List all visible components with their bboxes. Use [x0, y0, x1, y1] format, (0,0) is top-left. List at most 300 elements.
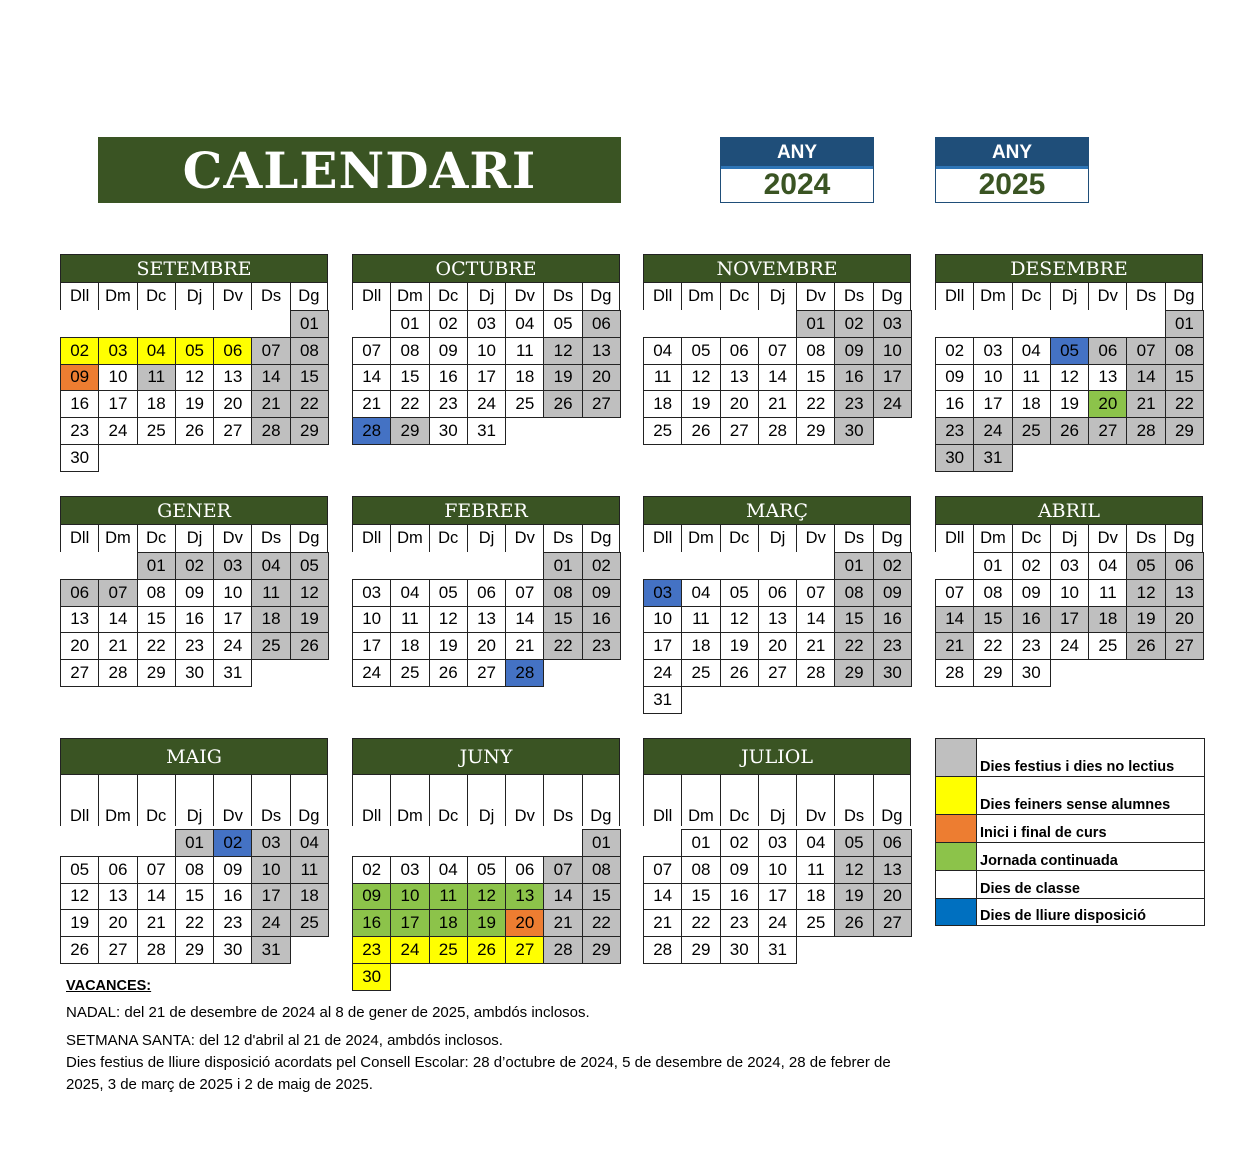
- day-cell: 15: [290, 364, 329, 392]
- day-cell: 14: [935, 606, 974, 634]
- day-cell: 13: [60, 606, 99, 634]
- empty-cell: [98, 829, 137, 857]
- day-cell: 07: [1126, 337, 1165, 365]
- day-cell: 23: [60, 417, 99, 445]
- notes-heading: VACANCES:: [66, 978, 152, 994]
- day-cell: 13: [758, 606, 797, 634]
- legend-swatch: [936, 899, 977, 925]
- day-cell: 24: [1050, 632, 1089, 660]
- day-cell: 23: [873, 632, 912, 660]
- weekday-label: Dj: [758, 525, 796, 552]
- day-cell: 17: [98, 390, 137, 418]
- day-cell: 03: [973, 337, 1012, 365]
- weekday-label: Dj: [467, 283, 505, 310]
- day-cell: 04: [1012, 337, 1051, 365]
- empty-cell: [251, 310, 290, 338]
- day-cell: 09: [1012, 579, 1051, 607]
- day-cell: 09: [352, 883, 391, 911]
- empty-cell: [796, 552, 835, 580]
- day-cell: 27: [720, 417, 759, 445]
- day-cell: 03: [251, 829, 290, 857]
- weekday-label: Dm: [681, 283, 719, 310]
- weekday-label: Dm: [681, 525, 719, 552]
- day-cell: 31: [213, 659, 252, 687]
- day-cell: 19: [429, 632, 468, 660]
- day-cell: 13: [98, 883, 137, 911]
- day-cell: 27: [758, 659, 797, 687]
- day-cell: 22: [137, 632, 176, 660]
- day-cell: 17: [643, 632, 682, 660]
- day-cell: 25: [390, 659, 429, 687]
- day-cell: 11: [1012, 364, 1051, 392]
- empty-cell: [352, 829, 391, 857]
- day-cell: 04: [290, 829, 329, 857]
- weekday-label: Dm: [98, 283, 136, 310]
- empty-cell: [137, 829, 176, 857]
- day-cell: 08: [582, 856, 621, 884]
- weekday-label: Dc: [137, 525, 175, 552]
- day-cell: 18: [290, 883, 329, 911]
- day-cell: 08: [175, 856, 214, 884]
- weekday-label: Ds: [834, 525, 872, 552]
- legend-swatch: [936, 871, 977, 898]
- vacation-notes: [66, 978, 916, 1096]
- day-cell: 10: [98, 364, 137, 392]
- day-cell: 04: [390, 579, 429, 607]
- day-cell: 06: [467, 579, 506, 607]
- day-cell: 17: [251, 883, 290, 911]
- day-cell: 02: [60, 337, 99, 365]
- day-cell: 07: [352, 337, 391, 365]
- day-grid: [643, 310, 911, 444]
- day-cell: 23: [352, 936, 391, 964]
- weekday-label: Dg: [582, 525, 620, 552]
- day-cell: 18: [137, 390, 176, 418]
- day-cell: 12: [543, 337, 582, 365]
- day-cell: 04: [251, 552, 290, 580]
- day-cell: 19: [175, 390, 214, 418]
- day-cell: 06: [1088, 337, 1127, 365]
- day-cell: 29: [973, 659, 1012, 687]
- day-cell: 08: [973, 579, 1012, 607]
- month-block: [352, 496, 620, 686]
- day-cell: 24: [873, 390, 912, 418]
- month-block: [643, 254, 911, 444]
- day-cell: 08: [290, 337, 329, 365]
- day-cell: 08: [796, 337, 835, 365]
- empty-cell: [720, 310, 759, 338]
- day-cell: 20: [467, 632, 506, 660]
- weekday-label: Dj: [1050, 525, 1088, 552]
- day-cell: 14: [98, 606, 137, 634]
- weekday-label: Dll: [60, 525, 98, 552]
- day-cell: 01: [973, 552, 1012, 580]
- day-cell: 30: [175, 659, 214, 687]
- legend-item: [936, 899, 1204, 925]
- day-cell: 01: [543, 552, 582, 580]
- day-cell: 06: [582, 310, 621, 338]
- day-cell: 07: [758, 337, 797, 365]
- day-cell: 28: [98, 659, 137, 687]
- weekday-label: Dc: [429, 525, 467, 552]
- day-cell: 31: [643, 686, 682, 714]
- day-cell: 25: [643, 417, 682, 445]
- day-cell: 19: [467, 909, 506, 937]
- day-cell: 02: [935, 337, 974, 365]
- empty-cell: [758, 552, 797, 580]
- day-cell: 15: [390, 364, 429, 392]
- day-cell: 06: [505, 856, 544, 884]
- day-cell: 05: [429, 579, 468, 607]
- day-cell: 20: [60, 632, 99, 660]
- weekday-label: Dc: [1012, 283, 1050, 310]
- day-cell: 13: [213, 364, 252, 392]
- day-cell: 10: [352, 606, 391, 634]
- day-cell: 28: [1126, 417, 1165, 445]
- day-cell: 02: [429, 310, 468, 338]
- month-name: DESEMBRE: [935, 254, 1203, 283]
- month-name: SETEMBRE: [60, 254, 328, 283]
- day-cell: 22: [1165, 390, 1204, 418]
- day-cell: 18: [1012, 390, 1051, 418]
- day-cell: 13: [467, 606, 506, 634]
- day-cell: 05: [543, 310, 582, 338]
- legend-swatch: [936, 739, 977, 776]
- weekday-label: Dll: [352, 525, 390, 552]
- day-cell: 26: [681, 417, 720, 445]
- day-cell: 24: [251, 909, 290, 937]
- empty-cell: [1126, 310, 1165, 338]
- day-cell: 25: [429, 936, 468, 964]
- day-cell: 06: [98, 856, 137, 884]
- empty-cell: [137, 310, 176, 338]
- day-cell: 10: [213, 579, 252, 607]
- day-cell: 22: [290, 390, 329, 418]
- day-cell: 30: [1012, 659, 1051, 687]
- day-cell: 10: [873, 337, 912, 365]
- day-cell: 11: [290, 856, 329, 884]
- month-name: GENER: [60, 496, 328, 525]
- legend-label: Dies feiners sense alumnes: [980, 797, 1171, 813]
- day-cell: 05: [834, 829, 873, 857]
- legend-item: [936, 777, 1204, 815]
- day-cell: 20: [505, 909, 544, 937]
- day-cell: 26: [543, 390, 582, 418]
- day-cell: 03: [213, 552, 252, 580]
- weekday-label: Dg: [1165, 525, 1203, 552]
- weekday-label: Dv: [213, 283, 251, 310]
- day-cell: 06: [873, 829, 912, 857]
- day-cell: 28: [758, 417, 797, 445]
- day-cell: 21: [137, 909, 176, 937]
- day-cell: 01: [834, 552, 873, 580]
- day-cell: 14: [543, 883, 582, 911]
- empty-cell: [935, 552, 974, 580]
- day-cell: 05: [681, 337, 720, 365]
- day-cell: 16: [429, 364, 468, 392]
- weekday-header: [60, 283, 328, 310]
- day-grid: [643, 829, 911, 963]
- day-cell: 16: [352, 909, 391, 937]
- weekday-label: Dll: [643, 775, 681, 826]
- weekday-label: Ds: [1126, 525, 1164, 552]
- year-value: 2024: [721, 166, 873, 200]
- day-cell: 29: [582, 936, 621, 964]
- day-cell: 01: [1165, 310, 1204, 338]
- weekday-label: Dv: [505, 283, 543, 310]
- month-block: [935, 496, 1203, 686]
- legend-label: Jornada continuada: [980, 853, 1118, 869]
- weekday-label: Dc: [429, 775, 467, 826]
- day-grid: [352, 552, 620, 686]
- weekday-label: Dll: [60, 283, 98, 310]
- day-cell: 17: [1050, 606, 1089, 634]
- day-cell: 07: [98, 579, 137, 607]
- day-cell: 06: [60, 579, 99, 607]
- day-cell: 29: [390, 417, 429, 445]
- weekday-label: Dv: [213, 775, 251, 826]
- day-cell: 23: [1012, 632, 1051, 660]
- weekday-label: Dj: [467, 775, 505, 826]
- weekday-label: Ds: [543, 283, 581, 310]
- day-cell: 23: [582, 632, 621, 660]
- day-cell: 30: [213, 936, 252, 964]
- weekday-label: Dg: [582, 775, 620, 826]
- empty-cell: [429, 552, 468, 580]
- day-cell: 21: [1126, 390, 1165, 418]
- day-cell: 25: [505, 390, 544, 418]
- weekday-header: [643, 775, 911, 829]
- day-cell: 24: [758, 909, 797, 937]
- day-cell: 26: [60, 936, 99, 964]
- day-grid: [935, 552, 1203, 686]
- day-cell: 03: [390, 856, 429, 884]
- empty-cell: [643, 552, 682, 580]
- day-cell: 30: [873, 659, 912, 687]
- day-cell: 28: [935, 659, 974, 687]
- day-cell: 13: [1165, 579, 1204, 607]
- day-cell: 03: [352, 579, 391, 607]
- weekday-label: Dv: [1088, 525, 1126, 552]
- day-cell: 02: [834, 310, 873, 338]
- day-cell: 09: [175, 579, 214, 607]
- day-cell: 22: [681, 909, 720, 937]
- weekday-label: Ds: [251, 525, 289, 552]
- day-cell: 10: [973, 364, 1012, 392]
- day-cell: 24: [643, 659, 682, 687]
- weekday-label: Dg: [290, 283, 328, 310]
- day-cell: 15: [834, 606, 873, 634]
- day-cell: 31: [467, 417, 506, 445]
- weekday-label: Dc: [429, 283, 467, 310]
- day-cell: 03: [758, 829, 797, 857]
- weekday-label: Dv: [505, 525, 543, 552]
- day-cell: 25: [796, 909, 835, 937]
- day-cell: 12: [429, 606, 468, 634]
- day-cell: 23: [935, 417, 974, 445]
- day-cell: 18: [251, 606, 290, 634]
- day-cell: 09: [873, 579, 912, 607]
- day-cell: 28: [505, 659, 544, 687]
- legend-swatch: [936, 777, 977, 814]
- weekday-label: Dj: [175, 283, 213, 310]
- day-cell: 20: [98, 909, 137, 937]
- day-cell: 23: [834, 390, 873, 418]
- weekday-header: [352, 283, 620, 310]
- weekday-label: Dm: [390, 525, 428, 552]
- day-cell: 07: [643, 856, 682, 884]
- weekday-label: Dg: [290, 775, 328, 826]
- day-cell: 02: [175, 552, 214, 580]
- empty-cell: [973, 310, 1012, 338]
- day-cell: 28: [796, 659, 835, 687]
- day-cell: 19: [834, 883, 873, 911]
- weekday-header: [935, 525, 1203, 552]
- day-cell: 24: [390, 936, 429, 964]
- day-cell: 15: [973, 606, 1012, 634]
- day-cell: 22: [582, 909, 621, 937]
- day-cell: 03: [643, 579, 682, 607]
- year-box-start: [720, 137, 874, 203]
- empty-cell: [681, 310, 720, 338]
- day-cell: 17: [213, 606, 252, 634]
- day-cell: 24: [973, 417, 1012, 445]
- day-cell: 20: [873, 883, 912, 911]
- day-cell: 27: [505, 936, 544, 964]
- day-cell: 02: [720, 829, 759, 857]
- year-value: 2025: [936, 166, 1088, 200]
- weekday-label: Ds: [251, 283, 289, 310]
- empty-cell: [175, 310, 214, 338]
- empty-cell: [98, 310, 137, 338]
- day-cell: 14: [796, 606, 835, 634]
- day-cell: 18: [1088, 606, 1127, 634]
- weekday-label: Dll: [60, 775, 98, 826]
- month-block: [60, 496, 328, 686]
- weekday-label: Dc: [720, 775, 758, 826]
- weekday-label: Ds: [834, 775, 872, 826]
- day-cell: 25: [1088, 632, 1127, 660]
- weekday-label: Ds: [251, 775, 289, 826]
- weekday-label: Dv: [1088, 283, 1126, 310]
- empty-cell: [681, 552, 720, 580]
- day-cell: 27: [582, 390, 621, 418]
- weekday-header: [643, 283, 911, 310]
- day-cell: 11: [796, 856, 835, 884]
- day-cell: 14: [251, 364, 290, 392]
- empty-cell: [213, 310, 252, 338]
- weekday-label: Dll: [643, 283, 681, 310]
- day-cell: 17: [352, 632, 391, 660]
- weekday-label: Dg: [873, 775, 911, 826]
- day-cell: 12: [175, 364, 214, 392]
- weekday-label: Ds: [543, 775, 581, 826]
- day-cell: 18: [796, 883, 835, 911]
- day-cell: 29: [796, 417, 835, 445]
- day-cell: 10: [467, 337, 506, 365]
- empty-cell: [60, 310, 99, 338]
- weekday-label: Dm: [98, 775, 136, 826]
- day-cell: 18: [681, 632, 720, 660]
- day-cell: 16: [935, 390, 974, 418]
- weekday-label: Dm: [390, 283, 428, 310]
- day-cell: 11: [681, 606, 720, 634]
- legend-label: Inici i final de curs: [980, 825, 1107, 841]
- day-cell: 15: [796, 364, 835, 392]
- day-cell: 27: [98, 936, 137, 964]
- day-cell: 14: [137, 883, 176, 911]
- month-name: ABRIL: [935, 496, 1203, 525]
- day-cell: 21: [643, 909, 682, 937]
- day-cell: 17: [467, 364, 506, 392]
- empty-cell: [390, 552, 429, 580]
- day-cell: 04: [681, 579, 720, 607]
- day-cell: 27: [467, 659, 506, 687]
- day-cell: 19: [681, 390, 720, 418]
- day-cell: 22: [834, 632, 873, 660]
- day-cell: 27: [1165, 632, 1204, 660]
- day-grid: [352, 829, 620, 990]
- day-cell: 15: [1165, 364, 1204, 392]
- day-cell: 18: [429, 909, 468, 937]
- day-cell: 16: [582, 606, 621, 634]
- day-cell: 09: [429, 337, 468, 365]
- weekday-label: Dm: [973, 525, 1011, 552]
- month-block: [643, 496, 911, 713]
- day-cell: 28: [251, 417, 290, 445]
- day-cell: 25: [681, 659, 720, 687]
- day-cell: 21: [935, 632, 974, 660]
- weekday-label: Dll: [352, 283, 390, 310]
- day-cell: 08: [543, 579, 582, 607]
- weekday-label: Dc: [137, 775, 175, 826]
- day-cell: 29: [834, 659, 873, 687]
- day-cell: 11: [137, 364, 176, 392]
- day-cell: 21: [758, 390, 797, 418]
- day-cell: 16: [213, 883, 252, 911]
- day-cell: 20: [213, 390, 252, 418]
- empty-cell: [467, 552, 506, 580]
- day-cell: 30: [429, 417, 468, 445]
- weekday-label: Dg: [873, 525, 911, 552]
- day-cell: 13: [720, 364, 759, 392]
- day-cell: 21: [543, 909, 582, 937]
- day-cell: 17: [758, 883, 797, 911]
- day-cell: 20: [1165, 606, 1204, 634]
- day-cell: 27: [213, 417, 252, 445]
- day-cell: 19: [60, 909, 99, 937]
- weekday-label: Dv: [796, 283, 834, 310]
- weekday-header: [352, 525, 620, 552]
- day-cell: 24: [98, 417, 137, 445]
- day-cell: 01: [137, 552, 176, 580]
- day-cell: 29: [290, 417, 329, 445]
- day-cell: 16: [175, 606, 214, 634]
- empty-cell: [467, 829, 506, 857]
- day-cell: 23: [429, 390, 468, 418]
- day-cell: 13: [873, 856, 912, 884]
- day-cell: 28: [643, 936, 682, 964]
- day-cell: 16: [1012, 606, 1051, 634]
- month-block: [935, 254, 1203, 471]
- day-cell: 04: [137, 337, 176, 365]
- day-cell: 24: [213, 632, 252, 660]
- day-cell: 09: [935, 364, 974, 392]
- weekday-label: Dj: [175, 525, 213, 552]
- day-cell: 05: [1126, 552, 1165, 580]
- day-cell: 10: [390, 883, 429, 911]
- day-cell: 12: [1126, 579, 1165, 607]
